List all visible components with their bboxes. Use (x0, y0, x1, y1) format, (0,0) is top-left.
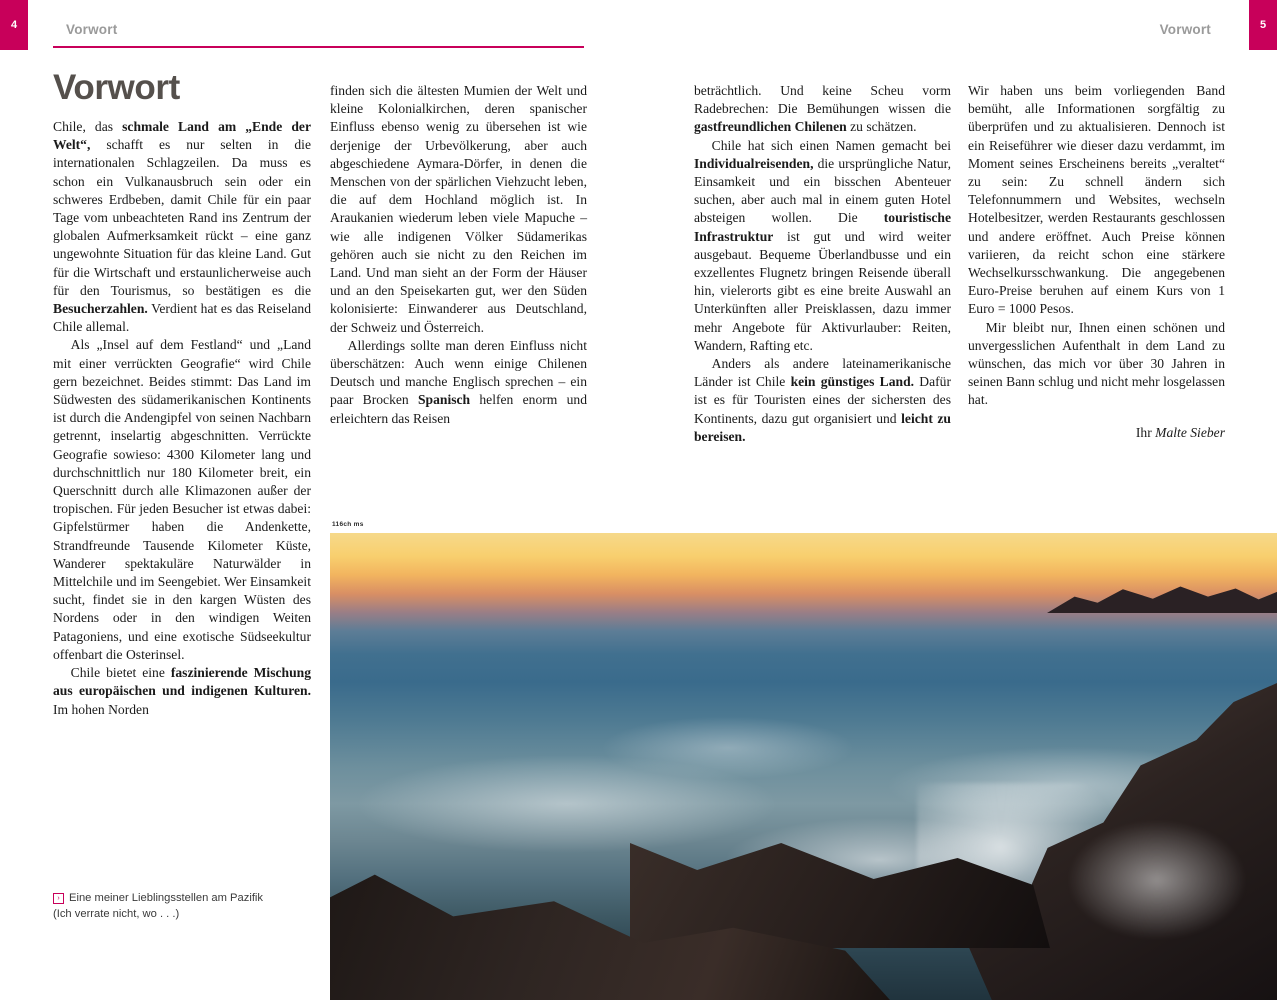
paragraph: Chile bietet eine faszinierende Mischung aus europäischen und indigenen Kulturen. Im hohen Norden (53, 665, 312, 717)
body-column-1 (53, 118, 311, 719)
caption-arrow-icon: › (53, 893, 64, 904)
paragraph: finden sich die ältesten Mumien der Welt und kleine Kolonialkirchen, deren spanischer Einfluss ebenso wenig zu übersehen ist wie derjenige der Urbevölkerung, aber auch abgeschiedene Aymara-Dörfer, in denen die Menschen von der spärlichen Viehzucht leben, die auf dem Hochland möglich ist. In Araukanien wiederum leben viele Mapuche – wie alle indigenen Völker Südamerikas gehören auch sie nicht zu den Reichen im Land. Und man sieht an der Form der Häuser und an den Speisekarten gut, wer den Süden kolonisierte: Einwanderer aus Deutschland, der Schweiz und Österreich. (330, 83, 587, 335)
paragraph: Anders als andere lateinamerikanische Länder ist Chile kein günstiges Land. Dafür ist es für Touristen eines der sichersten des Kontinents, dazu gut organisiert und leicht zu bereisen. (694, 356, 951, 444)
paragraph: beträchtlich. Und keine Scheu vorm Radebrechen: Die Bemühungen wissen die gastfreundlichen Chilenen zu schätzen. (694, 83, 951, 135)
page-title: Vorwort (53, 68, 180, 107)
photo-credit: 116ch ms (332, 521, 364, 528)
caption-line-2: (Ich verrate nicht, wo . . .) (53, 908, 180, 921)
paragraph: Chile, das schmale Land am „Ende der Welt“, schafft es nur selten in die internationalen Schlagzeilen. Da muss es schon ein Vulkanausbruch sein oder ein schweres Erdbeben, damit Chile für ein paar Tage vom unbeachteten Rand ins Zentrum der globalen Aufmerksamkeit rückt – eine ganz ungewohnte Situation für das kleine Land. Gut für die Wirtschaft und erstaunlicherweise auch für den Tourismus, so bestätigen es die Besucherzahlen. Verdient hat es das Reiseland Chile allemal. (53, 119, 311, 335)
page-number-left: 4 (0, 0, 28, 50)
caption-line-1: Eine meiner Lieblingsstellen am Pazifik (69, 892, 264, 904)
body-column-3 (694, 82, 951, 446)
wave-spray-lower (1067, 820, 1247, 940)
paragraph: Mir bleibt nur, Ihnen einen schönen und unvergesslichen Aufenthalt in dem Land zu wünschen, das mich vor über 30 Jahren in seinen Bann schlug und nicht mehr losgelassen hat. (968, 319, 1225, 408)
paragraph: Wir haben uns beim vorliegenden Band bemüht, alle Informationen sorgfältig zu überprüfen und zu aktualisieren. Dennoch ist ein Reiseführer wie dieser dazu verdammt, im Moment seines Erscheinens bereits „veraltet“ zu sein: Zu schnell ändern sich Telefonnummern und Websites, wechseln Hotelbesitzer, werden Restaurants geschlossen und andere eröffnet. Auch Preise können variieren, da reicht schon eine stärkere Wechselkursschwankung. Die angegebenen Euro-Preise beruhen auf einem Kurs von 1 Euro = 1000 Pesos. (968, 83, 1225, 317)
figure-caption (53, 890, 323, 922)
figure-photo (330, 533, 1277, 1000)
paragraph: Allerdings sollte man deren Einfluss nicht überschätzen: Auch wenn einige Chilenen Deutsch und manche Englisch sprechen – ein paar Brocken Spanisch helfen enorm und erleichtern das Reisen (330, 337, 588, 426)
author-signature: Ihr Malte Sieber (1135, 424, 1225, 440)
header-rule-left (53, 46, 584, 48)
body-column-4 (968, 82, 1225, 442)
body-column-2 (330, 82, 587, 428)
running-head-right: Vorwort (1159, 22, 1211, 37)
rock-formation-far (1047, 579, 1277, 613)
page-number-right: 5 (1249, 0, 1277, 50)
paragraph: Als „Insel auf dem Festland“ und „Land mit einer verrückten Geografie“ wird Chile gern bezeichnet. Beides stimmt: Das Land im Südwesten des südamerikanischen Kontinents ist durch die Andengipfel von seinen Nachbarn getrennt, inselartig abgeschnitten. Verrückte Geografie sowieso: 4300 Kilometer lang und durchschnittlich nur 180 Kilometer breit, ein Querschnitt durch alle Klimazonen außer der tropischen. Für jeden Besucher ist etwas dabei: Gipfelstürmer haben die Andenkette, Strandfreunde Tausende Kilometer Küste, Wanderer spektakuläre Naturwälder in Mittelchile und im Seengebiet. Wer Einsamkeit sucht, findet sie in den kargen Wüsten des Nordens oder in den windigen Weiten Patagoniens, und eine exotische Südseekultur offenbart die Osterinsel. (53, 337, 311, 662)
paragraph: Chile hat sich einen Namen gemacht bei Individualreisenden, die ursprüngliche Natur, Einsamkeit und ein bisschen Abenteuer suchen, aber auch mal in einem guten Hotel absteigen wollen. Die touristische Infrastruktur ist gut und wird weiter ausgebaut. Bequeme Überlandbusse und ein exzellentes Flugnetz bringen Reisende überall hin, vielerorts gibt es eine breite Auswahl an Unterkünften aller Preisklassen, dazu immer mehr Angebote für Aktivurlauber: Reiten, Wandern, Rafting etc. (694, 137, 951, 353)
photo-seascape (330, 533, 1277, 1000)
running-head-left: Vorwort (66, 22, 118, 37)
